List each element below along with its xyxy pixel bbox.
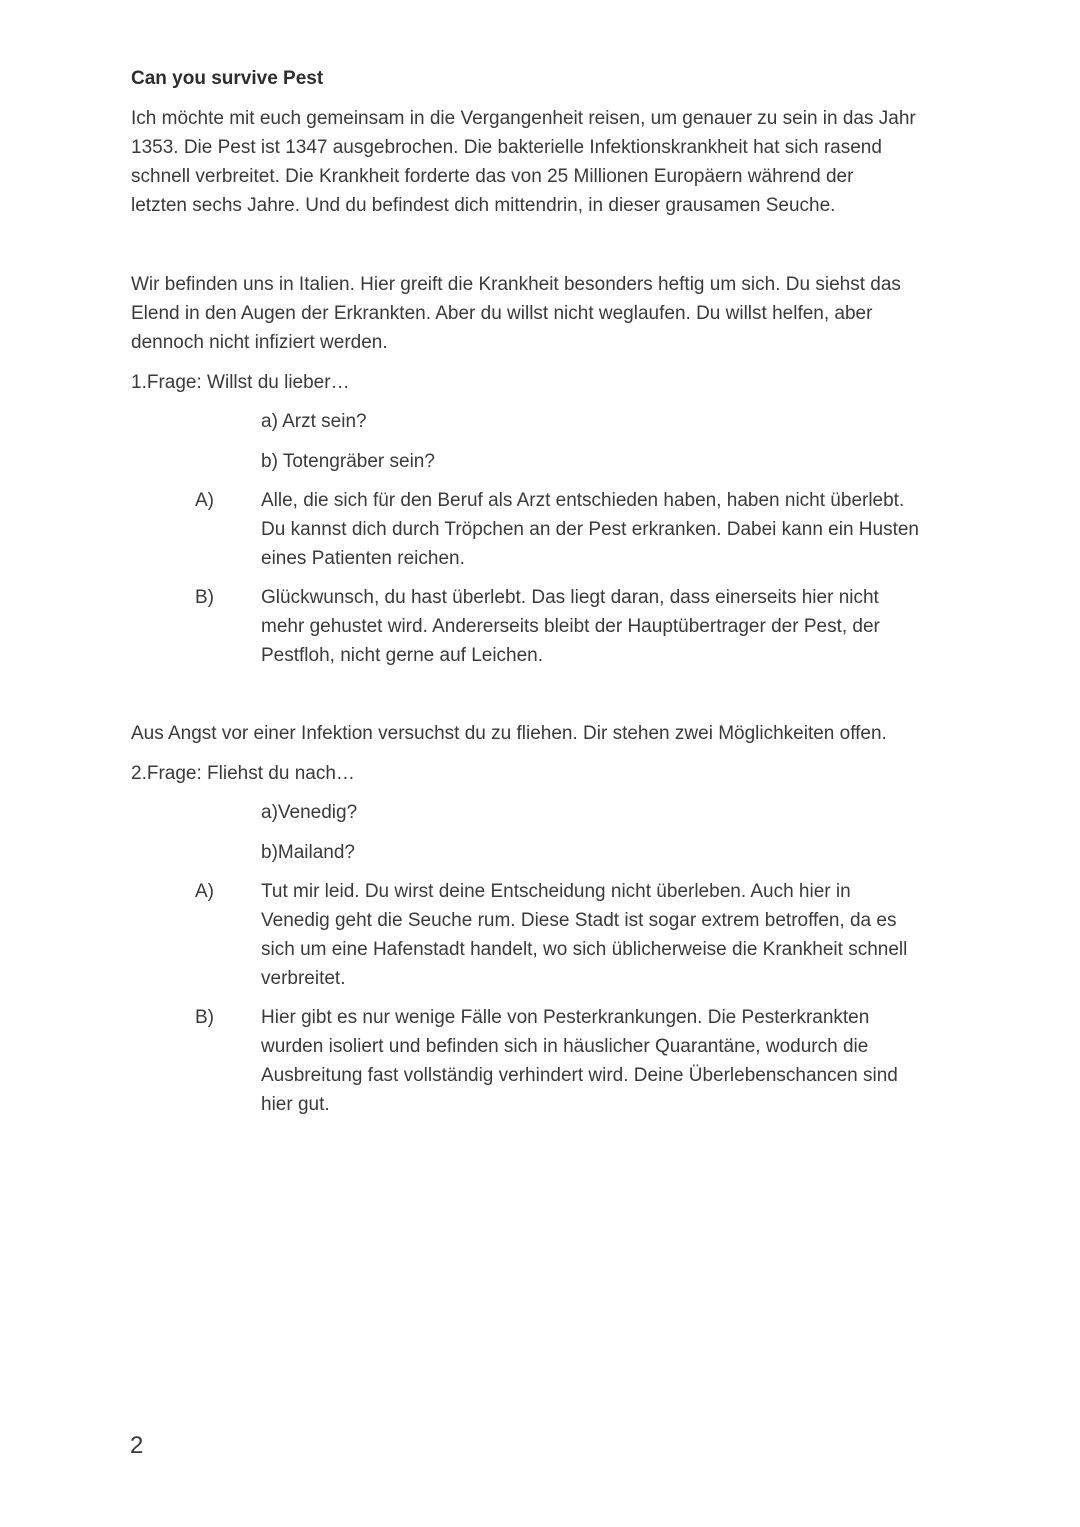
answer-line: wurden isoliert und befinden sich in häuslicher Quarantäne, wodurch die — [261, 1036, 869, 1057]
answer-line: Pestfloh, nicht gerne auf Leichen. — [261, 645, 544, 666]
question1-answer-b-letter: B) — [195, 587, 214, 608]
intro-paragraph — [131, 104, 961, 220]
question1-option-b: b) Totengräber sein? — [261, 451, 435, 472]
answer-line: Du kannst dich durch Tröpchen an der Pest erkranken. Dabei kann ein Husten — [261, 519, 919, 540]
question2-option-b: b)Mailand? — [261, 842, 355, 863]
answer-line: sich um eine Hafenstadt handelt, wo sich üblicherweise die Krankheit schnell — [261, 939, 908, 960]
intro-line: letzten sechs Jahre. Und du befindest dich mittendrin, in dieser grausamen Seuche. — [131, 195, 836, 216]
answer-line: Venedig geht die Seuche rum. Diese Stadt ist sogar extrem betroffen, da es — [261, 910, 897, 931]
answer-line: Tut mir leid. Du wirst deine Entscheidung nicht überleben. Auch hier in — [261, 881, 851, 902]
page-number: 2 — [130, 1432, 144, 1459]
question1-answer-b — [261, 583, 961, 670]
intro-line: schnell verbreitet. Die Krankheit forderte das von 25 Millionen Europäern während der — [131, 166, 854, 187]
answer-line: Glückwunsch, du hast überlebt. Das liegt daran, dass einerseits hier nicht — [261, 587, 879, 608]
question1-prompt: 1.Frage: Willst du lieber… — [131, 372, 350, 393]
answer-line: Alle, die sich für den Beruf als Arzt entschieden haben, haben nicht überlebt. — [261, 490, 905, 511]
intro-line: 1353. Die Pest ist 1347 ausgebrochen. Die bakterielle Infektionskrankheit hat sich rasend — [131, 137, 882, 158]
question1-option-a: a) Arzt sein? — [261, 411, 367, 432]
question2-answer-b-letter: B) — [195, 1007, 214, 1028]
intro-line: Ich möchte mit euch gemeinsam in die Vergangenheit reisen, um genauer zu sein in das Jahr — [131, 108, 916, 129]
scene1-paragraph — [131, 270, 961, 357]
answer-line: eines Patienten reichen. — [261, 548, 465, 569]
answer-line: Hier gibt es nur wenige Fälle von Pesterkrankungen. Die Pesterkrankten — [261, 1007, 870, 1028]
page-title: Can you survive Pest — [131, 68, 324, 89]
question1-answer-a — [261, 486, 961, 573]
question2-prompt: 2.Frage: Fliehst du nach… — [131, 763, 355, 784]
answer-line: hier gut. — [261, 1094, 330, 1115]
answer-line: verbreitet. — [261, 968, 346, 989]
question2-option-a: a)Venedig? — [261, 802, 358, 823]
scene2-line: Aus Angst vor einer Infektion versuchst du zu fliehen. Dir stehen zwei Möglichkeiten offen. — [131, 723, 887, 744]
scene1-line: dennoch nicht infiziert werden. — [131, 332, 388, 353]
scene1-line: Wir befinden uns in Italien. Hier greift die Krankheit besonders heftig um sich. Du siehst das — [131, 274, 901, 295]
question1-answer-a-letter: A) — [195, 490, 214, 511]
answer-line: Ausbreitung fast vollständig verhindert wird. Deine Überlebenschancen sind — [261, 1065, 898, 1086]
question2-answer-b — [261, 1003, 961, 1119]
scene1-line: Elend in den Augen der Erkrankten. Aber du willst nicht weglaufen. Du willst helfen, aber — [131, 303, 873, 324]
question2-answer-a-letter: A) — [195, 881, 214, 902]
answer-line: mehr gehustet wird. Andererseits bleibt der Hauptübertrager der Pest, der — [261, 616, 880, 637]
question2-answer-a — [261, 877, 961, 993]
scene2-paragraph — [131, 719, 961, 748]
